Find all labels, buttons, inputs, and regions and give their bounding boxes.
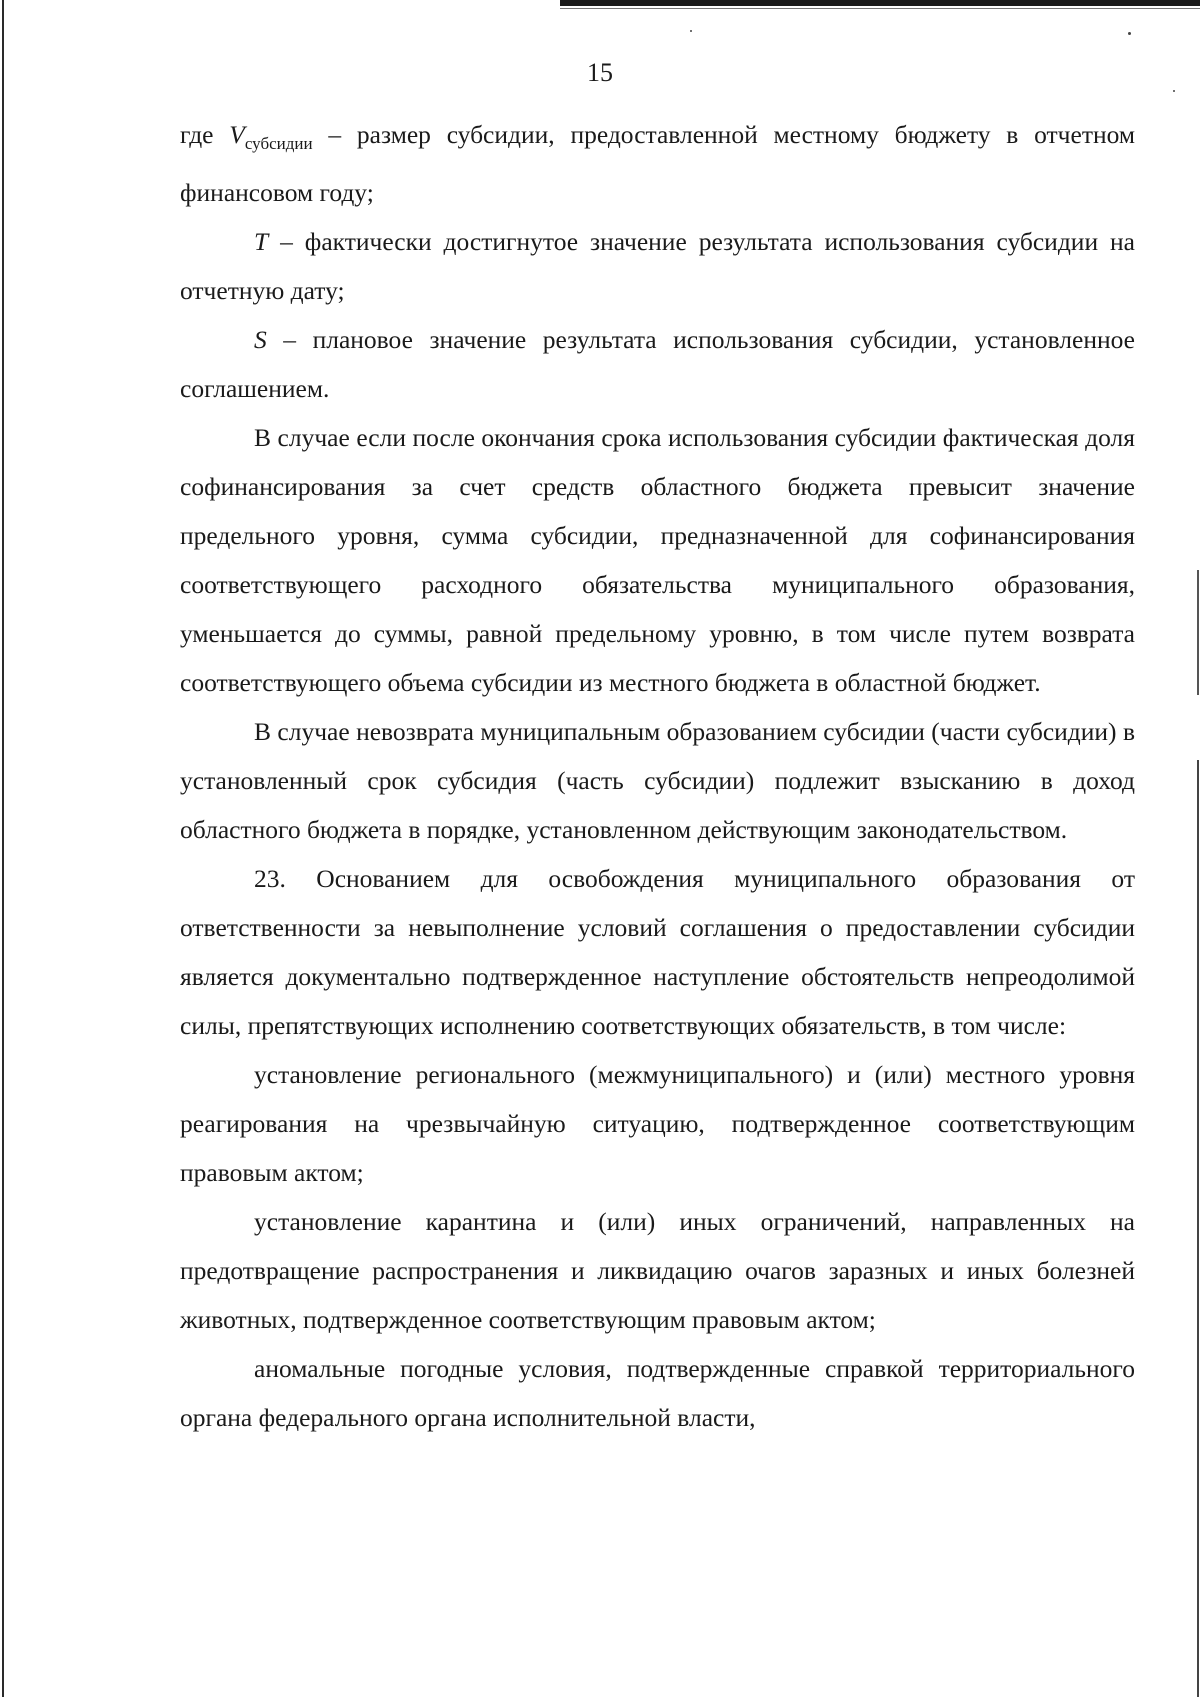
scan-speck: [1128, 32, 1131, 35]
definition-v: [180, 110, 1135, 217]
scan-speck: [1173, 90, 1175, 92]
paragraph: аномальные погодные условия, подтвержденные справкой территориального органа федерального органа исполнительной власти,: [180, 1354, 1135, 1432]
definition-t: [180, 217, 1135, 315]
scan-speck: [690, 30, 692, 32]
symbol-v: [229, 120, 313, 153]
scan-edge-top-line: [560, 8, 1200, 9]
symbol-v-letter: V: [229, 120, 245, 149]
scan-edge-left: [2, 0, 4, 1697]
paragraph: установление регионального (межмуниципального) и (или) местного уровня реагирования на чрезвычайную ситуацию, подтвержденное соответствующим правовым актом;: [180, 1060, 1135, 1187]
paragraph: установление карантина и (или) иных ограничений, направленных на предотвращение распространения и ликвидацию очагов заразных и иных болезней животных, подтвержденное соответствующим правовым актом;: [180, 1207, 1135, 1334]
paragraph: В случае невозврата муниципальным образованием субсидии (части субсидии) в установленный срок субсидия (часть субсидии) подлежит взысканию в доход областного бюджета в порядке, установленном действующим законодательством.: [180, 717, 1135, 844]
scan-edge-right: [1197, 570, 1199, 695]
definition-s-text: – плановое значение результата использования субсидии, установленное соглашением.: [180, 325, 1135, 403]
scan-edge-right: [1197, 760, 1199, 1697]
definition-v-text: – размер субсидии, предоставленной местному бюджету в отчетном финансовом году;: [180, 120, 1136, 207]
symbol-v-subscript: субсидии: [244, 134, 313, 153]
definition-s: [180, 315, 1135, 413]
definition-t-text: – фактически достигнутое значение результата использования субсидии на отчетную дату;: [180, 227, 1135, 305]
scan-edge-top: [560, 0, 1200, 6]
symbol-t: T: [254, 227, 269, 256]
paragraph: В случае если после окончания срока использования субсидии фактическая доля софинансирования за счет средств областного бюджета превысит значение предельного уровня, сумма субсидии, предназначенной для софинансирования соответствующего расходного обязательства муниципального образования, уменьшается до суммы, равной предельному уровню, в том числе путем возврата соответствующего объема субсидии из местного бюджета в областной бюджет.: [180, 423, 1135, 697]
paragraph-clause-23: 23. Основанием для освобождения муниципального образования от ответственности за невыполнение условий соглашения о предоставлении субсидии является документально подтвержденное наступление обстоятельств непреодолимой силы, препятствующих исполнению соответствующих обязательств, в том числе:: [180, 864, 1135, 1040]
page-number: 15: [587, 58, 613, 87]
definition-intro: где: [180, 120, 230, 149]
symbol-s: S: [254, 325, 267, 354]
document-body: [180, 110, 1135, 1442]
